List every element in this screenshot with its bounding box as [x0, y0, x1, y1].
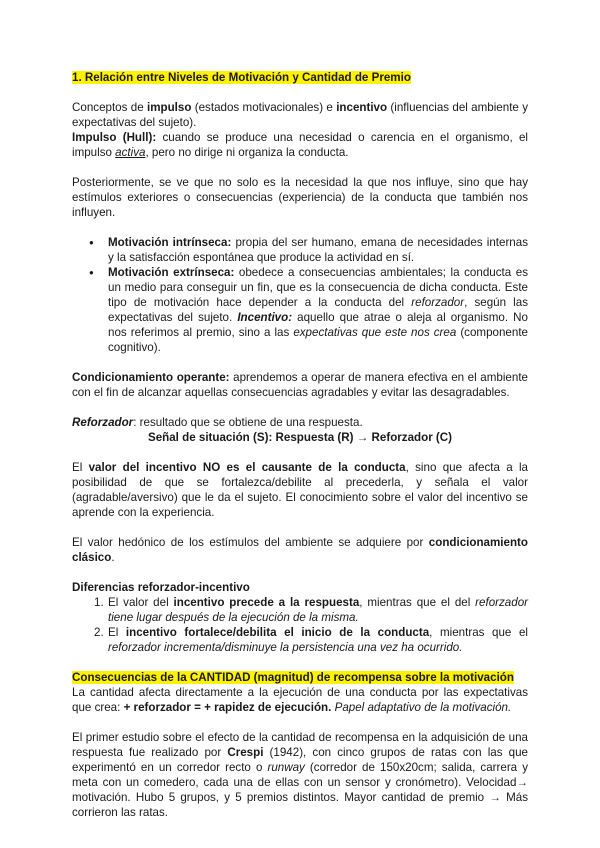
list-item-intrinseca: ● Motivación intrínseca: propia del ser humano, emana de necesidades internas y la satisfacción espontánea que produce la actividad en sí. [108, 235, 528, 265]
paragraph-condicionamiento: Condicionamiento operante: aprendemos a operar de manera efectiva en el ambiente con el fin de alcanzar aquellas consecuencias agradables y evitar las desagradables. [72, 371, 528, 399]
list-item-extrinseca: ● Motivación extrínseca: obedece a consecuencias ambientales; la conducta es un medio para conseguir un fin, que es la consecuencia de dicha conducta. Este tipo de motivación hace depender a la conducta del reforzador, según las expectativas del sujeto. Incentivo: aquello que atrae o aleja al organismo. No nos referimos al premio, sino a las expectativas que este nos crea (componente cognitivo). [108, 265, 528, 355]
paragraph-reforzador: Reforzador: resultado que se obtiene de una respuesta. [72, 416, 363, 429]
motivation-list [72, 235, 528, 355]
paragraph-valor-incentivo: El valor del incentivo NO es el causante de la conducta, sino que afecta a la posibilidad de que se fortalezca/debilite al precederla, y señala el valor (agradable/aversivo) que le da el sujeto. El conocimiento sobre el valor del incentivo se aprende con la experiencia. [72, 461, 528, 519]
differences-list [72, 595, 528, 655]
differences-heading: Diferencias reforzador-incentivo [72, 581, 250, 594]
document-page [72, 70, 528, 820]
list-item-difference-1: 1. El valor del incentivo precede a la respuesta, mientras que el del reforzador tiene lugar después de la ejecución de la misma. [94, 596, 529, 624]
list-item-difference-2: 2. El incentivo fortalece/debilita el inicio de la conducta, mientras que el reforzador incrementa/disminuye la persistencia una vez ha ocurrido. [94, 626, 528, 654]
paragraph-impulso: Impulso (Hull): cuando se produce una necesidad o carencia en el organismo, el impulso activa, pero no dirige ni organiza la conducta. [72, 131, 528, 159]
formula-line: Señal de situación (S): Respuesta (R) → Reforzador (C) [147, 431, 453, 444]
paragraph-valor-hedonico: El valor hedónico de los estímulos del ambiente se adquiere por condicionamiento clásico. [72, 536, 528, 564]
paragraph-cantidad: La cantidad afecta directamente a la ejecución de una conducta por las expectativas que crea: + reforzador = + rapidez de ejecución. Papel adaptativo de la motivación. [72, 686, 528, 714]
paragraph-conceptos: Conceptos de impulso (estados motivacionales) e incentivo (influencias del ambiente y expectativas del sujeto). [72, 101, 528, 129]
paragraph-crespi: El primer estudio sobre el efecto de la cantidad de recompensa en la adquisición de una respuesta fue realizado por Crespi (1942), con cinco grupos de ratas con las que experimentó en un corredor recto o runway (corredor de 150x20cm; salida, carrera y meta con un comedero, cada una de ellas con un sensor y cronómetro). Velocidad→ motivación. Hubo 5 grupos, y 5 premios distintos. Mayor cantidad de premio → Más corrieron las ratas. [72, 731, 528, 819]
paragraph-posteriormente: Posteriormente, se ve que no solo es la necesidad la que nos influye, sino que hay estímulos exteriores o consecuencias (experiencia) de la conducta que también nos influyen. [72, 176, 528, 219]
section-title: 1. Relación entre Niveles de Motivación y Cantidad de Premio [72, 71, 411, 84]
section-heading-cantidad: Consecuencias de la CANTIDAD (magnitud) de recompensa sobre la motivación [72, 671, 514, 684]
